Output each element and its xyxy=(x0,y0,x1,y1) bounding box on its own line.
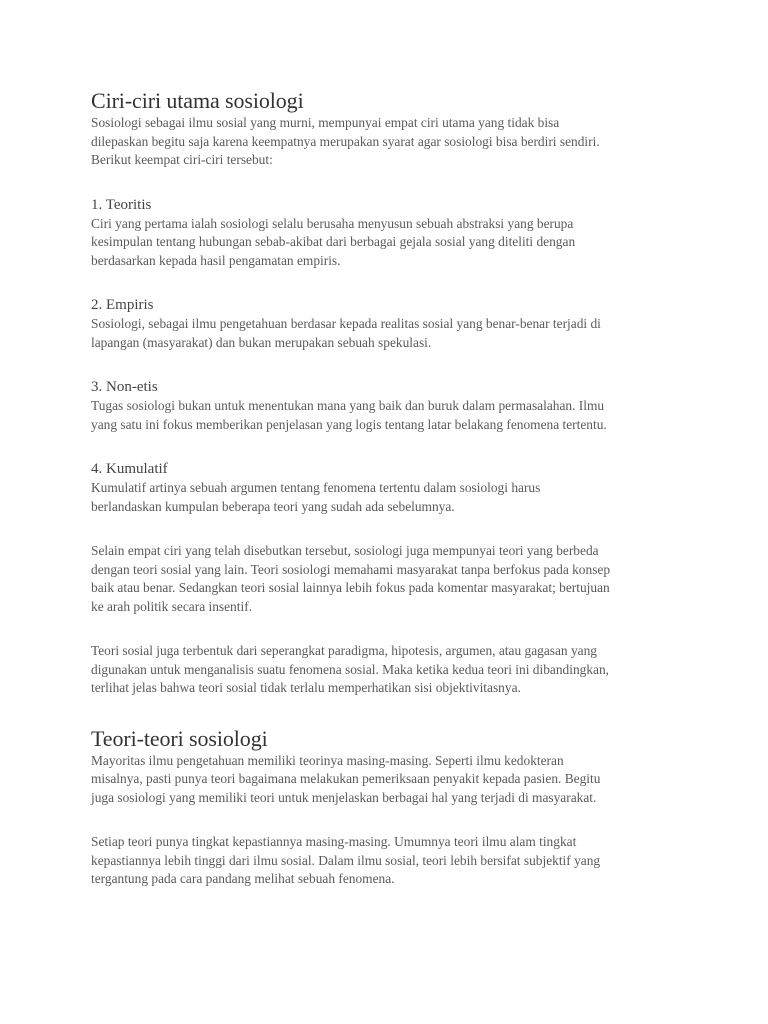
item-body-teoritis: Ciri yang pertama ialah sosiologi selalu berusaha menyusun sebuah abstraksi yang berupa kesimpulan tentang hubungan sebab-akibat dari berbagai gejala sosial yang diteliti dengan berdasarkan kepada hasil pengamatan empiris. xyxy=(91,215,576,268)
item-title-non-etis: 3. Non-etis xyxy=(91,379,158,395)
item-body-empiris: Sosiologi, sebagai ilmu pengetahuan berdasar kepada realitas sosial yang benar-benar terjadi di lapangan (masyarakat) dan bukan merupakan sebuah spekulasi. xyxy=(91,316,601,350)
paragraph-kepastian: Setiap teori punya tingkat kepastiannya masing-masing. Umumnya teori ilmu alam tingkat kepastiannya lebih tinggi dari ilmu sosial. Dalam ilmu sosial, teori lebih bersifat subjektif yang tergantung pada cara pandang melihat sebuah fenomena. xyxy=(91,834,601,886)
item-body-kumulatif: Kumulatif artinya sebuah argumen tentang fenomena tertentu dalam sosiologi harus berlandaskan kumpulan beberapa teori yang sudah ada sebelumnya. xyxy=(91,480,541,514)
list-item xyxy=(91,295,691,352)
item-title-teoritis: 1. Teoritis xyxy=(91,196,152,213)
intro-paragraph: Sosiologi sebagai ilmu sosial yang murni, mempunyai empat ciri utama yang tidak bisa dilepaskan begitu saja karena keempatnya merupakan syarat agar sosiologi bisa berdiri sendiri. Berikut keempat ciri-ciri tersebut: xyxy=(91,115,600,167)
item-body-non-etis: Tugas sosiologi bukan untuk menentukan mana yang baik dan buruk dalam permasalahan. Ilmu yang satu ini fokus memberikan penjelasan yang logis tentang latar belakang fenomena tertentu. xyxy=(91,398,607,432)
item-title-kumulatif: 4. Kumulatif xyxy=(91,461,168,477)
document-page xyxy=(91,88,691,889)
section-title-teori-teori: Teori-teori sosiologi xyxy=(91,725,268,751)
paragraph-mayoritas: Mayoritas ilmu pengetahuan memiliki teorinya masing-masing. Seperti ilmu kedokteran misalnya, pasti punya teori bagaimana melakukan pemeriksaan penyakit kepada pasien. Begitu juga sosiologi yang memiliki teori untuk menjelaskan berbagai hal yang terjadi di masyarakat. xyxy=(91,752,601,805)
list-item xyxy=(91,195,691,271)
item-title-empiris: 2. Empiris xyxy=(91,297,154,313)
paragraph-teori-sosial: Teori sosial juga terbentuk dari seperangkat paradigma, hipotesis, argumen, atau gagasan yang digunakan untuk menganalisis suatu fenomena sosial. Maka ketika kedua teori ini dibandingkan, terlihat jelas bahwa teori sosial tidak terlalu memperhatikan sisi objektivitasnya. xyxy=(91,643,610,695)
paragraph-teori-berbeda: Selain empat ciri yang telah disebutkan tersebut, sosiologi juga mempunyai teori yang berbeda dengan teori sosial yang lain. Teori sosiologi memahami masyarakat tanpa berfokus pada konsep baik atau benar. Sedangkan teori sosial lainnya lebih fokus pada komentar masyarakat; bertujuan ke arah politik secara insentif. xyxy=(91,543,611,614)
section-title-ciri-ciri: Ciri-ciri utama sosiologi xyxy=(91,88,304,113)
list-item xyxy=(91,377,691,434)
list-item xyxy=(91,459,691,516)
